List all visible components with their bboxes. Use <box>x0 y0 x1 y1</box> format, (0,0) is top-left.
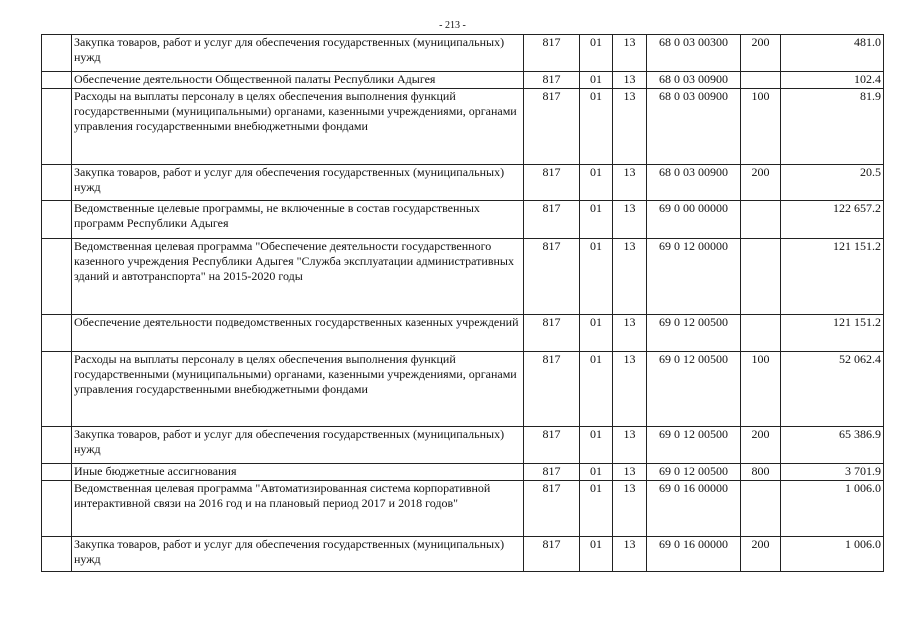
expense-name: Расходы на выплаты персоналу в целях обеспечения выполнения функций государственными (муниципальными) органами, казенными учреждениями, органами управления государственными внебюджетными фондами <box>72 89 524 165</box>
row-blank-cell <box>42 427 72 464</box>
expense-name: Ведомственные целевые программы, не включенные в состав государственных программ Республики Адыгея <box>72 201 524 239</box>
amount: 481.0 <box>781 35 884 72</box>
expense-type-code: 800 <box>741 464 781 481</box>
ministry-code: 817 <box>524 201 580 239</box>
subsection-code: 13 <box>613 427 647 464</box>
section-code: 01 <box>580 35 613 72</box>
amount: 1 006.0 <box>781 537 884 572</box>
table-row <box>42 481 884 537</box>
ministry-code: 817 <box>524 352 580 427</box>
expense-type-code <box>741 72 781 89</box>
table-row <box>42 315 884 352</box>
target-article-code: 68 0 03 00300 <box>647 35 741 72</box>
ministry-code: 817 <box>524 464 580 481</box>
expense-type-code: 200 <box>741 165 781 201</box>
amount: 52 062.4 <box>781 352 884 427</box>
table-row <box>42 537 884 572</box>
table-row <box>42 352 884 427</box>
row-blank-cell <box>42 89 72 165</box>
row-blank-cell <box>42 464 72 481</box>
expense-name: Закупка товаров, работ и услуг для обеспечения государственных (муниципальных) нужд <box>72 165 524 201</box>
subsection-code: 13 <box>613 464 647 481</box>
target-article-code: 69 0 12 00000 <box>647 239 741 315</box>
expense-name: Закупка товаров, работ и услуг для обеспечения государственных (муниципальных) нужд <box>72 537 524 572</box>
amount: 121 151.2 <box>781 239 884 315</box>
subsection-code: 13 <box>613 72 647 89</box>
target-article-code: 69 0 12 00500 <box>647 315 741 352</box>
amount: 121 151.2 <box>781 315 884 352</box>
table-row <box>42 35 884 72</box>
target-article-code: 68 0 03 00900 <box>647 89 741 165</box>
subsection-code: 13 <box>613 89 647 165</box>
row-blank-cell <box>42 35 72 72</box>
expense-name: Обеспечение деятельности Общественной палаты Республики Адыгея <box>72 72 524 89</box>
amount: 81.9 <box>781 89 884 165</box>
amount: 102.4 <box>781 72 884 89</box>
target-article-code: 69 0 12 00500 <box>647 427 741 464</box>
subsection-code: 13 <box>613 239 647 315</box>
row-blank-cell <box>42 537 72 572</box>
target-article-code: 69 0 12 00500 <box>647 352 741 427</box>
expense-name: Обеспечение деятельности подведомственных государственных казенных учреждений <box>72 315 524 352</box>
page-number: - 213 - <box>439 20 466 31</box>
row-blank-cell <box>42 239 72 315</box>
ministry-code: 817 <box>524 165 580 201</box>
target-article-code: 68 0 03 00900 <box>647 72 741 89</box>
expense-type-code: 100 <box>741 89 781 165</box>
target-article-code: 69 0 00 00000 <box>647 201 741 239</box>
row-blank-cell <box>42 72 72 89</box>
amount: 65 386.9 <box>781 427 884 464</box>
expense-type-code: 200 <box>741 537 781 572</box>
section-code: 01 <box>580 352 613 427</box>
table-row <box>42 72 884 89</box>
row-blank-cell <box>42 315 72 352</box>
ministry-code: 817 <box>524 35 580 72</box>
section-code: 01 <box>580 315 613 352</box>
expense-type-code <box>741 481 781 537</box>
ministry-code: 817 <box>524 427 580 464</box>
amount: 3 701.9 <box>781 464 884 481</box>
section-code: 01 <box>580 464 613 481</box>
ministry-code: 817 <box>524 481 580 537</box>
ministry-code: 817 <box>524 89 580 165</box>
table-row <box>42 239 884 315</box>
target-article-code: 69 0 12 00500 <box>647 464 741 481</box>
section-code: 01 <box>580 201 613 239</box>
subsection-code: 13 <box>613 35 647 72</box>
expense-type-code <box>741 315 781 352</box>
section-code: 01 <box>580 239 613 315</box>
subsection-code: 13 <box>613 537 647 572</box>
expense-name: Закупка товаров, работ и услуг для обеспечения государственных (муниципальных) нужд <box>72 35 524 72</box>
subsection-code: 13 <box>613 315 647 352</box>
section-code: 01 <box>580 537 613 572</box>
target-article-code: 69 0 16 00000 <box>647 537 741 572</box>
table-row <box>42 89 884 165</box>
table-row <box>42 427 884 464</box>
expense-type-code <box>741 201 781 239</box>
expense-type-code: 200 <box>741 35 781 72</box>
subsection-code: 13 <box>613 201 647 239</box>
expense-name: Закупка товаров, работ и услуг для обеспечения государственных (муниципальных) нужд <box>72 427 524 464</box>
section-code: 01 <box>580 481 613 537</box>
expense-name: Иные бюджетные ассигнования <box>72 464 524 481</box>
row-blank-cell <box>42 481 72 537</box>
expense-name: Ведомственная целевая программа "Автоматизированная система корпоративной интерактивной связи на 2016 год и на плановый период 2017 и 2018 годов" <box>72 481 524 537</box>
ministry-code: 817 <box>524 315 580 352</box>
subsection-code: 13 <box>613 481 647 537</box>
subsection-code: 13 <box>613 165 647 201</box>
ministry-code: 817 <box>524 72 580 89</box>
budget-table <box>41 34 884 572</box>
row-blank-cell <box>42 165 72 201</box>
row-blank-cell <box>42 352 72 427</box>
section-code: 01 <box>580 165 613 201</box>
section-code: 01 <box>580 427 613 464</box>
amount: 122 657.2 <box>781 201 884 239</box>
table-row <box>42 165 884 201</box>
expense-name: Ведомственная целевая программа "Обеспечение деятельности государственного казенного учреждения Республики Адыгея "Служба эксплуатации административных зданий и автотранспорта" на 2015-2020 годы <box>72 239 524 315</box>
target-article-code: 68 0 03 00900 <box>647 165 741 201</box>
expense-type-code: 200 <box>741 427 781 464</box>
expense-name: Расходы на выплаты персоналу в целях обеспечения выполнения функций государственными (муниципальными) органами, казенными учреждениями, органами управления государственными внебюджетными фондами <box>72 352 524 427</box>
amount: 1 006.0 <box>781 481 884 537</box>
section-code: 01 <box>580 72 613 89</box>
table-row <box>42 464 884 481</box>
table-row <box>42 201 884 239</box>
section-code: 01 <box>580 89 613 165</box>
target-article-code: 69 0 16 00000 <box>647 481 741 537</box>
expense-type-code: 100 <box>741 352 781 427</box>
ministry-code: 817 <box>524 537 580 572</box>
expense-type-code <box>741 239 781 315</box>
subsection-code: 13 <box>613 352 647 427</box>
amount: 20.5 <box>781 165 884 201</box>
row-blank-cell <box>42 201 72 239</box>
ministry-code: 817 <box>524 239 580 315</box>
